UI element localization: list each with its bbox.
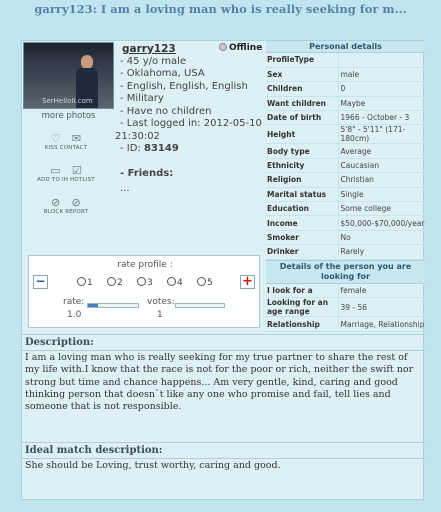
block-icon[interactable]: ⊘ xyxy=(51,196,61,209)
detail-key: ProfileType xyxy=(266,53,338,67)
kiss-contact-actions xyxy=(36,133,96,151)
detail-key: Body type xyxy=(266,144,338,158)
personal-details xyxy=(266,41,425,332)
detail-value: Marriage, Relationship xyxy=(338,317,425,331)
detail-key: Relationship xyxy=(266,317,338,331)
votes-value: 1 xyxy=(157,310,163,320)
rate-option-1[interactable]: 1 xyxy=(77,277,93,288)
radio-icon[interactable] xyxy=(107,277,116,286)
profile-photo[interactable] xyxy=(23,42,114,109)
personal-details-header: Personal details xyxy=(266,41,425,53)
info-line: - 45 y/o male xyxy=(120,55,187,67)
more-photos-link[interactable]: more photos xyxy=(41,111,96,121)
detail-key: Income xyxy=(266,216,338,230)
detail-key: Sex xyxy=(266,67,338,81)
check-icon[interactable]: ☑ xyxy=(71,164,82,177)
detail-value: $50,000-$70,000/year xyxy=(338,216,425,230)
rate-value: 1.0 xyxy=(67,310,82,320)
votes-label: votes: xyxy=(147,297,175,307)
detail-row xyxy=(266,202,425,216)
block-button[interactable]: BLOCK xyxy=(43,209,64,215)
detail-row xyxy=(266,144,425,158)
detail-key: Children xyxy=(266,82,338,96)
detail-row xyxy=(266,53,425,67)
looking-for-header: Details of the person you are looking for xyxy=(266,260,425,284)
radio-icon[interactable] xyxy=(167,277,176,286)
rate-minus-button[interactable]: − xyxy=(33,275,48,289)
info-line: - Oklahoma, USA xyxy=(120,68,205,79)
detail-key: I look for a xyxy=(266,284,338,298)
info-line: - English, English, English xyxy=(120,80,248,92)
block-report-actions xyxy=(36,197,96,215)
detail-value: Maybe xyxy=(338,96,425,110)
detail-key: Looking for an age range xyxy=(266,298,338,317)
detail-value: 5'8" - 5'11" (171-180cm) xyxy=(338,125,425,144)
hotlist-action xyxy=(36,165,96,183)
rate-label: rate: xyxy=(63,297,85,307)
rate-plus-button[interactable]: + xyxy=(240,275,255,289)
detail-key: Smoker xyxy=(266,230,338,244)
detail-row xyxy=(266,158,425,172)
detail-row xyxy=(266,284,425,298)
detail-value: female xyxy=(338,284,425,298)
detail-row xyxy=(266,173,425,187)
detail-value xyxy=(338,53,425,67)
detail-key: Drinker xyxy=(266,245,338,259)
rate-bar xyxy=(87,303,139,308)
radio-icon[interactable] xyxy=(197,277,206,286)
detail-value: Some college xyxy=(338,202,425,216)
page-title: garry123: I am a loving man who is really seeking for m... xyxy=(34,2,407,16)
rate-option-3[interactable]: 3 xyxy=(137,277,153,288)
detail-row xyxy=(266,96,425,110)
detail-key: Height xyxy=(266,125,338,144)
detail-value: Rarely xyxy=(338,245,425,259)
detail-value: Single xyxy=(338,187,425,201)
detail-row xyxy=(266,125,425,144)
rate-option-5[interactable]: 5 xyxy=(197,277,213,288)
ideal-match-text: She should be Loving, trust worthy, caring and good. xyxy=(25,460,281,471)
detail-key: Ethnicity xyxy=(266,158,338,172)
info-line: - Have no children xyxy=(120,105,212,117)
friends-more: ... xyxy=(120,183,130,194)
detail-value: No xyxy=(338,230,425,244)
detail-row xyxy=(266,230,425,244)
detail-value: Christian xyxy=(338,173,425,187)
detail-key: Want children xyxy=(266,96,338,110)
logged-time: 21:30:02 xyxy=(115,130,160,142)
radio-icon[interactable] xyxy=(77,277,86,286)
kiss-button[interactable]: KISS xyxy=(44,145,58,151)
chat-icon[interactable]: ▭ xyxy=(50,164,61,177)
detail-row xyxy=(266,111,425,125)
rate-option-4[interactable]: 4 xyxy=(167,277,183,288)
hotlist-button[interactable]: ADD TO IH HOTLIST xyxy=(37,177,95,183)
info-line: - Last logged in: 2012-05-10 xyxy=(120,118,262,129)
detail-row xyxy=(266,187,425,201)
friends-label: - Friends: xyxy=(120,167,174,179)
rating-widget xyxy=(28,255,260,328)
detail-value: Caucasian xyxy=(338,158,425,172)
rate-profile-label: rate profile : xyxy=(117,260,173,270)
profile-id: - ID: 83149 xyxy=(120,143,179,154)
detail-row xyxy=(266,82,425,96)
report-button[interactable]: REPORT xyxy=(65,209,89,215)
username-link[interactable]: garry123 xyxy=(122,43,176,55)
info-line: - Military xyxy=(120,93,164,104)
photo-watermark: SerHelloII.com xyxy=(42,97,93,105)
rate-option-2[interactable]: 2 xyxy=(107,277,123,288)
detail-key: Religion xyxy=(266,173,338,187)
contact-icon[interactable]: ✉ xyxy=(71,132,82,145)
radio-icon[interactable] xyxy=(137,277,146,286)
detail-row xyxy=(266,298,425,317)
detail-value: Average xyxy=(338,144,425,158)
ideal-match-heading: Ideal match description: xyxy=(22,442,425,459)
info-lines xyxy=(117,56,265,131)
contact-button[interactable]: CONTACT xyxy=(59,145,88,151)
report-icon[interactable]: ⊘ xyxy=(71,196,81,209)
profile-card xyxy=(21,40,424,500)
detail-row xyxy=(266,317,425,331)
description-heading: Description: xyxy=(22,334,425,351)
detail-row xyxy=(266,245,425,259)
detail-row xyxy=(266,67,425,81)
detail-key: Marital status xyxy=(266,187,338,201)
detail-value: 39 - 56 xyxy=(338,298,425,317)
detail-row xyxy=(266,216,425,230)
votes-bar xyxy=(175,303,225,308)
status-badge: Offline xyxy=(219,43,262,53)
description-text: I am a loving man who is really seeking for my true partner to share the rest of my life with.I know that the race is not for the poor or rich, neither the swift nor strong but time and chance happens... Am very gentle, kind, caring and good thinking person that doesn`t like any one who promise and fail, tell lies and someone that is not responsible. xyxy=(25,352,414,413)
detail-value: 1966 - October - 3 xyxy=(338,111,425,125)
detail-key: Education xyxy=(266,202,338,216)
kiss-icon[interactable]: ♡ xyxy=(50,132,61,145)
detail-value: 0 xyxy=(338,82,425,96)
profile-info xyxy=(117,43,265,196)
detail-value: male xyxy=(338,67,425,81)
detail-key: Date of birth xyxy=(266,111,338,125)
